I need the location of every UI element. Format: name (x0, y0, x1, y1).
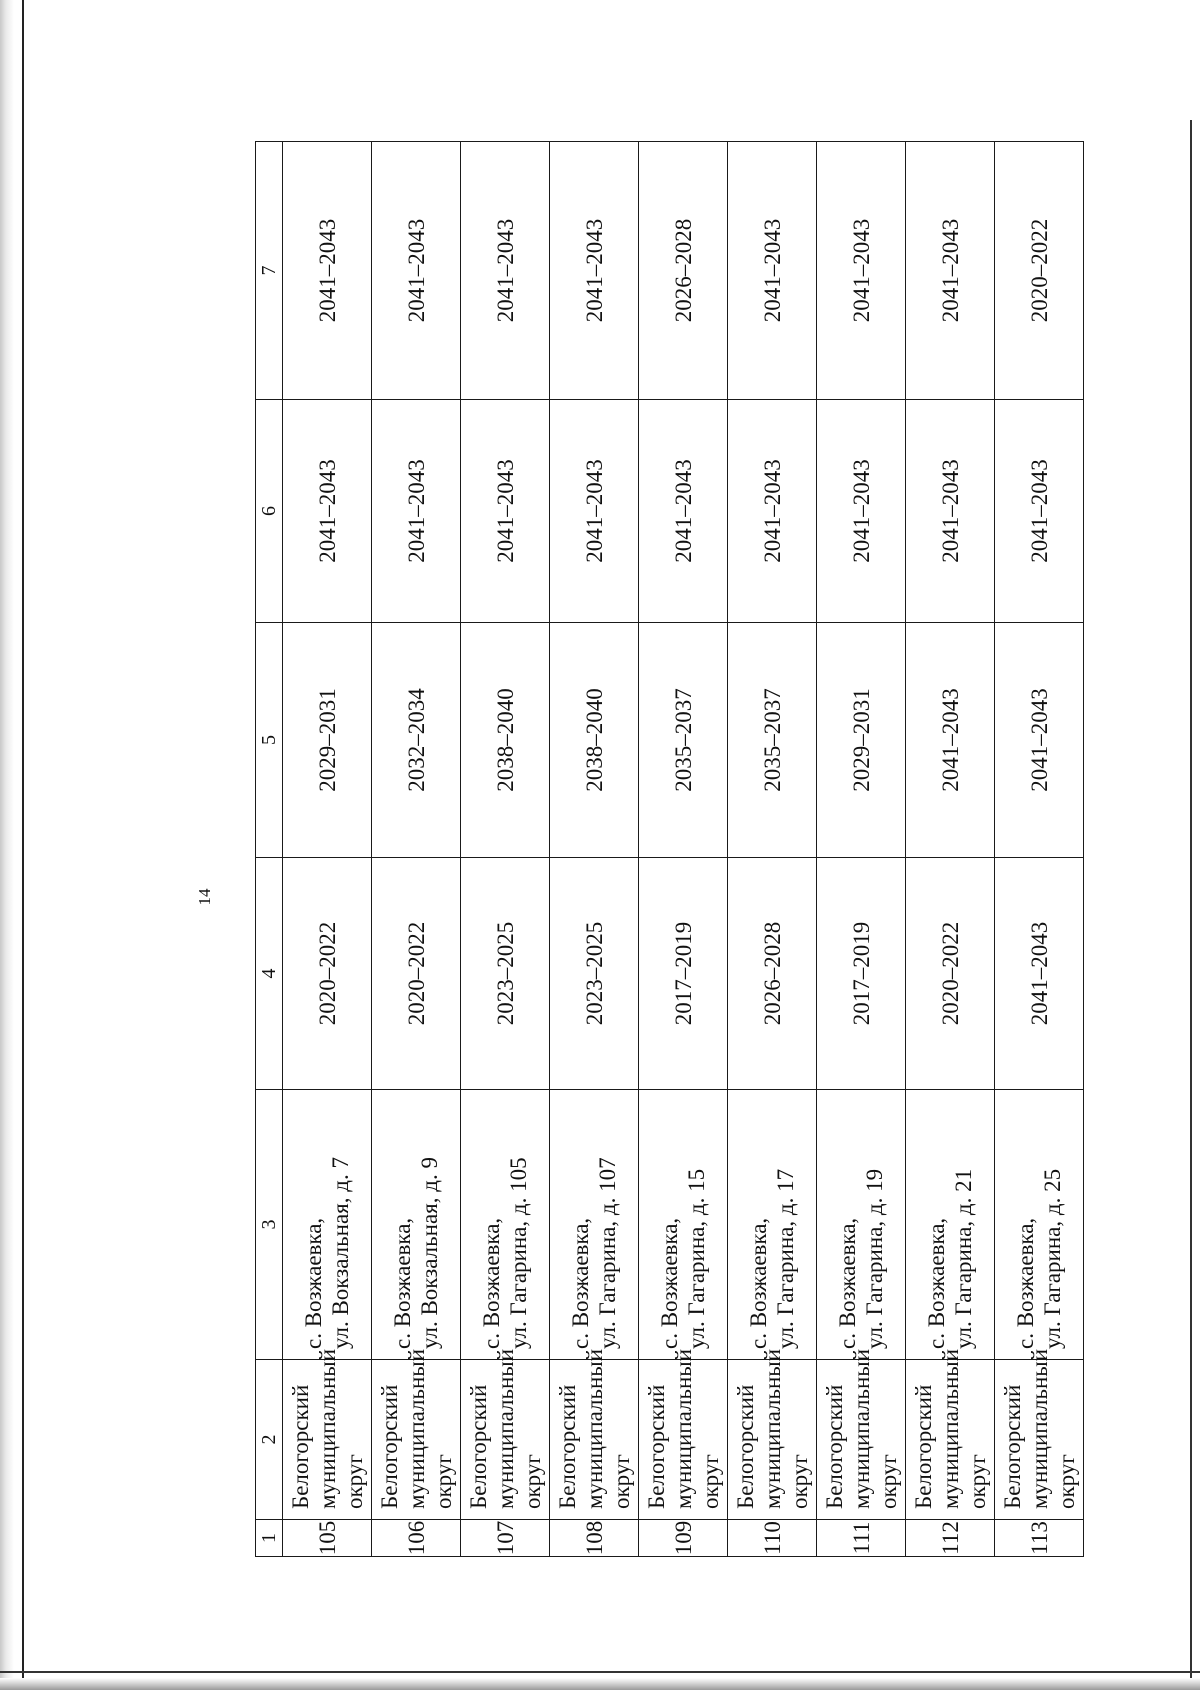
address-cell: с. Возжаевка, ул. Гагарина, д. 25 (995, 1090, 1084, 1360)
row-number: 106 (372, 1520, 461, 1557)
period-cell: 2041–2043 (550, 400, 639, 623)
period-cell: 2041–2043 (372, 142, 461, 400)
district-cell: Белогорский муниципальный округ (906, 1360, 995, 1520)
table-header-row (256, 142, 283, 1557)
address-cell: с. Возжаевка, ул. Гагарина, д. 17 (728, 1090, 817, 1360)
district-cell: Белогорский муниципальный округ (550, 1360, 639, 1520)
page-number: 14 (195, 888, 214, 906)
period-cell: 2041–2043 (283, 400, 372, 623)
header-cell: 5 (256, 623, 283, 858)
period-cell: 2020–2022 (283, 858, 372, 1090)
period-cell: 2041–2043 (995, 400, 1084, 623)
period-cell: 2041–2043 (728, 400, 817, 623)
period-cell: 2041–2043 (550, 142, 639, 400)
period-cell: 2041–2043 (906, 400, 995, 623)
table-row (461, 142, 550, 1557)
row-number: 110 (728, 1520, 817, 1557)
table-row (906, 142, 995, 1557)
period-cell: 2041–2043 (995, 623, 1084, 858)
table-row (283, 142, 372, 1557)
period-cell: 2035–2037 (639, 623, 728, 858)
district-cell: Белогорский муниципальный округ (995, 1360, 1084, 1520)
address-cell: с. Возжаевка, ул. Гагарина, д. 21 (906, 1090, 995, 1360)
header-cell: 4 (256, 858, 283, 1090)
period-cell: 2020–2022 (995, 142, 1084, 400)
rotated-content (195, 142, 1080, 1557)
period-cell: 2026–2028 (728, 858, 817, 1090)
scan-border-bottom (0, 1671, 1200, 1673)
period-cell: 2023–2025 (461, 858, 550, 1090)
period-cell: 2041–2043 (906, 623, 995, 858)
table-row (550, 142, 639, 1557)
period-cell: 2041–2043 (283, 142, 372, 400)
scan-edge-bottom (0, 1678, 1200, 1690)
address-cell: с. Возжаевка, ул. Гагарина, д. 107 (550, 1090, 639, 1360)
period-cell: 2029–2031 (817, 623, 906, 858)
period-cell: 2020–2022 (372, 858, 461, 1090)
period-cell: 2041–2043 (372, 400, 461, 623)
address-cell: с. Возжаевка, ул. Вокзальная, д. 9 (372, 1090, 461, 1360)
period-cell: 2020–2022 (906, 858, 995, 1090)
address-cell: с. Возжаевка, ул. Вокзальная, д. 7 (283, 1090, 372, 1360)
period-cell: 2038–2040 (461, 623, 550, 858)
address-cell: с. Возжаевка, ул. Гагарина, д. 15 (639, 1090, 728, 1360)
period-cell: 2035–2037 (728, 623, 817, 858)
row-number: 108 (550, 1520, 639, 1557)
district-cell: Белогорский муниципальный округ (728, 1360, 817, 1520)
header-cell: 7 (256, 142, 283, 400)
period-cell: 2023–2025 (550, 858, 639, 1090)
row-number: 109 (639, 1520, 728, 1557)
header-cell: 6 (256, 400, 283, 623)
address-cell: с. Возжаевка, ул. Гагарина, д. 105 (461, 1090, 550, 1360)
period-cell: 2017–2019 (639, 858, 728, 1090)
period-cell: 2041–2043 (461, 400, 550, 623)
period-cell: 2017–2019 (817, 858, 906, 1090)
table-row (372, 142, 461, 1557)
table-row (728, 142, 817, 1557)
row-number: 112 (906, 1520, 995, 1557)
scan-border-right (1190, 120, 1192, 1690)
period-cell: 2041–2043 (995, 858, 1084, 1090)
row-number: 105 (283, 1520, 372, 1557)
period-cell: 2032–2034 (372, 623, 461, 858)
period-cell: 2041–2043 (906, 142, 995, 400)
schedule-table (255, 141, 1084, 1557)
period-cell: 2041–2043 (461, 142, 550, 400)
period-cell: 2041–2043 (639, 400, 728, 623)
period-cell: 2041–2043 (817, 142, 906, 400)
table-row (817, 142, 906, 1557)
period-cell: 2041–2043 (728, 142, 817, 400)
district-cell: Белогорский муниципальный округ (461, 1360, 550, 1520)
scan-edge-left (0, 0, 14, 1690)
district-cell: Белогорский муниципальный округ (639, 1360, 728, 1520)
row-number: 113 (995, 1520, 1084, 1557)
period-cell: 2029–2031 (283, 623, 372, 858)
scan-border-left (22, 0, 24, 1690)
row-number: 107 (461, 1520, 550, 1557)
table-row (639, 142, 728, 1557)
district-cell: Белогорский муниципальный округ (372, 1360, 461, 1520)
period-cell: 2026–2028 (639, 142, 728, 400)
address-cell: с. Возжаевка, ул. Гагарина, д. 19 (817, 1090, 906, 1360)
header-cell: 3 (256, 1090, 283, 1360)
period-cell: 2041–2043 (817, 400, 906, 623)
row-number: 111 (817, 1520, 906, 1557)
header-cell: 2 (256, 1360, 283, 1520)
header-cell: 1 (256, 1520, 283, 1557)
table-row (995, 142, 1084, 1557)
period-cell: 2038–2040 (550, 623, 639, 858)
district-cell: Белогорский муниципальный округ (283, 1360, 372, 1520)
district-cell: Белогорский муниципальный округ (817, 1360, 906, 1520)
